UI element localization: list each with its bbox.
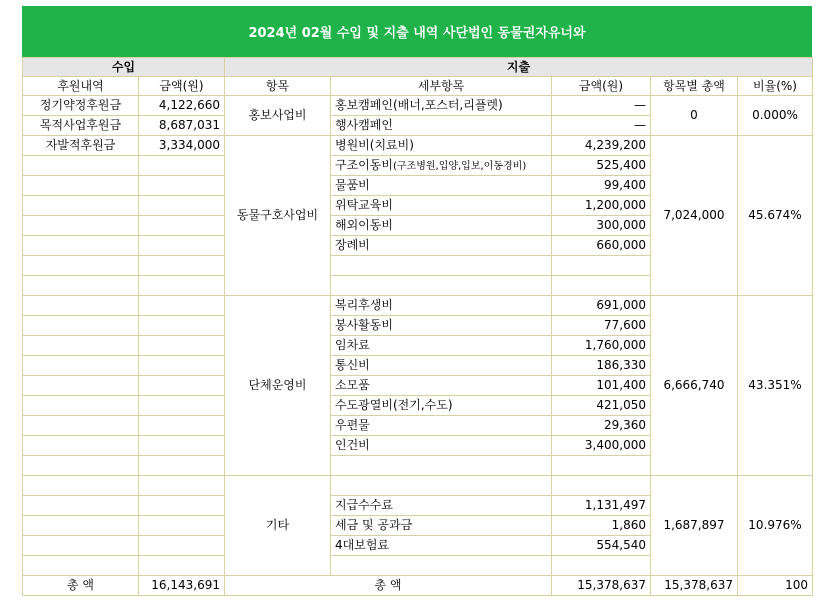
- expense-total: 15,378,637: [552, 576, 651, 596]
- detail-amount: 300,000: [552, 216, 651, 236]
- detail-label: 임차료: [331, 336, 552, 356]
- category-total: 1,687,897: [651, 476, 738, 576]
- income-total: 16,143,691: [139, 576, 225, 596]
- col-expense-amount: 금액(원): [552, 77, 651, 96]
- detail-label: 복리후생비: [331, 296, 552, 316]
- detail-amount: 99,400: [552, 176, 651, 196]
- detail-amount: 4,239,200: [552, 136, 651, 156]
- income-label: 목적사업후원금: [23, 116, 139, 136]
- category-ratio: 43.351%: [738, 296, 813, 476]
- detail-amount: 1,131,497: [552, 496, 651, 516]
- ratio-sum: 100: [738, 576, 813, 596]
- detail-amount: 1,200,000: [552, 196, 651, 216]
- col-detail: 세부항목: [331, 77, 552, 96]
- detail-amount: 186,330: [552, 356, 651, 376]
- detail-label: 행사캠페인: [331, 116, 552, 136]
- income-label: 정기약정후원금: [23, 96, 139, 116]
- category-name: 홍보사업비: [225, 96, 331, 136]
- detail-amount: 660,000: [552, 236, 651, 256]
- detail-label: 해외이동비: [331, 216, 552, 236]
- category-name: 기타: [225, 476, 331, 576]
- col-category-total: 항목별 총액: [651, 77, 738, 96]
- category-total: 0: [651, 96, 738, 136]
- detail-amount: 421,050: [552, 396, 651, 416]
- income-total-label: 총 액: [23, 576, 139, 596]
- detail-label: 통신비: [331, 356, 552, 376]
- category-name: 단체운영비: [225, 296, 331, 476]
- detail-amount: 77,600: [552, 316, 651, 336]
- detail-amount: —: [552, 96, 651, 116]
- detail-amount: 101,400: [552, 376, 651, 396]
- col-ratio: 비율(%): [738, 77, 813, 96]
- detail-amount: 3,400,000: [552, 436, 651, 456]
- category-ratio: 10.976%: [738, 476, 813, 576]
- detail-label: 우편물: [331, 416, 552, 436]
- detail-label: 장례비: [331, 236, 552, 256]
- income-label: 자발적후원금: [23, 136, 139, 156]
- category-name: 동물구호사업비: [225, 136, 331, 296]
- detail-label: 수도광열비(전기,수도): [331, 396, 552, 416]
- detail-amount: 1,760,000: [552, 336, 651, 356]
- col-income-amount: 금액(원): [139, 77, 225, 96]
- detail-label: 물품비: [331, 176, 552, 196]
- income-amount: 4,122,660: [139, 96, 225, 116]
- income-group-header: 수입: [23, 58, 225, 77]
- detail-label: 세금 및 공과금: [331, 516, 552, 536]
- detail-amount: 554,540: [552, 536, 651, 556]
- detail-amount: 525,400: [552, 156, 651, 176]
- detail-amount: 29,360: [552, 416, 651, 436]
- detail-amount: 691,000: [552, 296, 651, 316]
- detail-label: 홍보캠페인(배너,포스터,리플렛): [331, 96, 552, 116]
- detail-label: 구조이동비(구조병원,입양,입보,이동경비): [331, 156, 552, 176]
- col-donation-type: 후원내역: [23, 77, 139, 96]
- detail-amount: 1,860: [552, 516, 651, 536]
- detail-label: 소모품: [331, 376, 552, 396]
- category-total-sum: 15,378,637: [651, 576, 738, 596]
- expense-total-label: 총 액: [225, 576, 552, 596]
- category-ratio: 45.674%: [738, 136, 813, 296]
- detail-amount: —: [552, 116, 651, 136]
- income-expense-table: [22, 57, 813, 596]
- detail-label: 봉사활동비: [331, 316, 552, 336]
- income-amount: 3,334,000: [139, 136, 225, 156]
- page-title: 2024년 02월 수입 및 지출 내역 사단법인 동물권자유너와: [22, 6, 812, 57]
- detail-label: 지급수수료: [331, 496, 552, 516]
- category-total: 7,024,000: [651, 136, 738, 296]
- detail-label: 위탁교육비: [331, 196, 552, 216]
- category-total: 6,666,740: [651, 296, 738, 476]
- detail-label: 병원비(치료비): [331, 136, 552, 156]
- detail-label: 4대보험료: [331, 536, 552, 556]
- expense-group-header: 지출: [225, 58, 813, 77]
- col-category: 항목: [225, 77, 331, 96]
- income-amount: 8,687,031: [139, 116, 225, 136]
- category-ratio: 0.000%: [738, 96, 813, 136]
- detail-label: 인건비: [331, 436, 552, 456]
